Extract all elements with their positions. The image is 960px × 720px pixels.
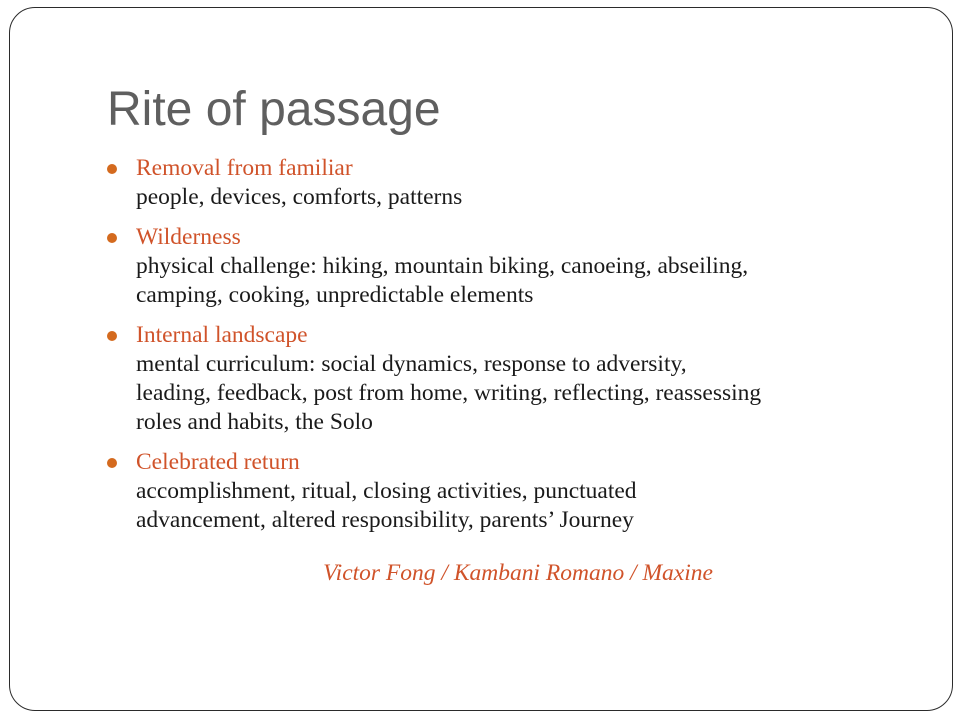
- bullet-heading: Wilderness: [136, 224, 241, 250]
- bullet-heading: Celebrated return: [136, 449, 300, 475]
- credit-line: Victor Fong / Kambani Romano / Maxine: [323, 560, 713, 586]
- bullet-dot-icon: [107, 458, 117, 468]
- bullet-item-wilderness: [107, 223, 907, 310]
- bullet-heading: Removal from familiar: [136, 155, 353, 181]
- bullet-body: mental curriculum: social dynamics, response to adversity, leading, feedback, post from home, writing, reflecting, reassessing roles and habits, the Solo: [136, 351, 762, 435]
- bullet-item-celebrated-return: [107, 448, 907, 535]
- bullet-item-internal-landscape: [107, 321, 907, 437]
- slide-title: Rite of passage: [107, 83, 441, 136]
- bullet-dot-icon: [107, 331, 117, 341]
- bullet-dot-icon: [107, 233, 117, 243]
- bullet-body: physical challenge: hiking, mountain biking, canoeing, abseiling, camping, cooking, unpredictable elements: [136, 253, 749, 308]
- bullet-body: people, devices, comforts, patterns: [136, 184, 463, 210]
- bullet-heading: Internal landscape: [136, 322, 308, 348]
- bullet-list: [107, 154, 907, 546]
- bullet-dot-icon: [107, 164, 117, 174]
- bullet-item-removal: [107, 154, 907, 212]
- bullet-body: accomplishment, ritual, closing activities, punctuated advancement, altered responsibility, parents’ Journey: [136, 478, 637, 533]
